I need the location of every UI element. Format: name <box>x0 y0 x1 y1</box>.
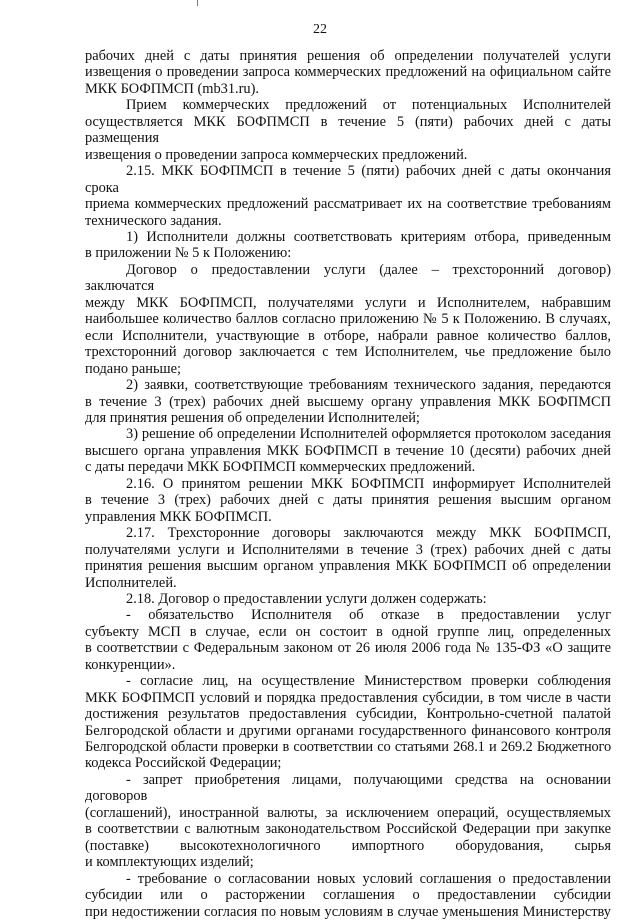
paragraph-line: принятия решения высшим органом управления МКК БОФПМСП об определении <box>85 558 611 575</box>
paragraph-first-line: Прием коммерческих предложений от потенциальных Исполнителей <box>126 97 611 114</box>
paragraph-line: в течение 3 (трех) рабочих дней с даты принятия решения высшим органом <box>85 492 611 509</box>
paragraph-line: между МКК БОФПМСП, получателями услуги и Исполнителем, набравшим <box>85 294 611 311</box>
paragraph-line: кодекса Российской Федерации; <box>85 755 282 772</box>
document-body <box>85 48 611 920</box>
paragraph-line: Белгородской области и другими органами государственного финансового контроля <box>85 722 611 739</box>
paragraph-line: получателями услуги и Исполнителями в течение 3 (трех) рабочих дней с даты <box>85 541 611 558</box>
paragraph-first-line: Договор о предоставлении услуги (далее – трехсторонний договор) заключатся <box>85 261 611 295</box>
paragraph-line: (поставке) высокотехнологичного импортного оборудования, сырья <box>85 837 611 854</box>
paragraph-line: для принятия решения об определении Исполнителей; <box>85 409 420 426</box>
paragraph-line: и комплектующих изделий; <box>85 854 254 871</box>
paragraph-line: подано раньше; <box>85 360 181 377</box>
paragraph-first-line: 2.15. МКК БОФПМСП в течение 5 (пяти) рабочих дней с даты окончания срока <box>85 163 611 196</box>
paragraph-line: достижения результатов предоставления субсидии, Контрольно-счетной палатой <box>85 706 611 723</box>
paragraph-line: МКК БОФПМСП условий и порядка предоставления субсидии, в том числе в части <box>85 689 611 706</box>
paragraph-line: приема коммерческих предложений рассматривает их на соответствие требованиям <box>85 196 611 213</box>
paragraph-line: конкуренции». <box>85 656 176 673</box>
paragraph-line: субъекту МСП в случае, если он состоит в одной группе лиц, определенных <box>85 623 611 640</box>
paragraph-first-line: 2.17. Трехсторонние договоры заключаются между МКК БОФПМСП, <box>126 525 611 542</box>
page-number: 22 <box>313 22 327 37</box>
paragraph-line: в соответствии с валютным законодательством Российской Федерации при закупке <box>85 821 611 838</box>
scan-mark <box>197 0 198 6</box>
paragraph-line: осуществляется МКК БОФПМСП в течение 5 (пяти) рабочих дней с даты размещения <box>85 113 611 147</box>
paragraph-first-line: - согласие лиц, на осуществление Министерством проверки соблюдения <box>126 673 611 690</box>
paragraph-line: при недостижении согласия по новым условиям в случае уменьшения Министерству <box>85 903 611 920</box>
paragraph-first-line: 2.18. Договор о предоставлении услуги должен содержать: <box>126 590 487 607</box>
paragraph-first-line: рабочих дней с даты принятия решения об определении получателей услуги <box>85 48 611 64</box>
paragraph-line: высшего органа управления МКК БОФПМСП в течение 10 (десяти) рабочих дней <box>85 442 611 459</box>
paragraph-line: (соглашений), иностранной валюты, за исключением операций, осуществляемых <box>85 804 611 821</box>
paragraph-first-line: - запрет приобретения лицами, получающими средства на основании договоров <box>85 771 611 805</box>
paragraph-line: субсидии или о расторжении соглашения о предоставлении субсидии <box>85 887 611 904</box>
paragraph-first-line: 1) Исполнители должны соответствовать критериям отбора, приведенным <box>126 228 611 245</box>
paragraph-line: с даты передачи МКК БОФПМСП коммерческих предложений. <box>85 459 476 476</box>
paragraph-line: наибольшее количество баллов согласно приложению № 5 к Положению. В случаях, <box>85 311 611 328</box>
paragraph-line: в течение 3 (трех) рабочих дней высшему органу управления МКК БОФПМСП <box>85 393 611 410</box>
paragraph-line: технического задания. <box>85 212 222 229</box>
paragraph-line: управления МКК БОФПМСП. <box>85 508 272 525</box>
paragraph-line: если Исполнители, участвующие в отборе, набрали равное количество баллов, <box>85 327 611 344</box>
paragraph-line: в соответствии с Федеральным законом от 26 июля 2006 года № 135-ФЗ «О защите <box>85 640 611 657</box>
paragraph-first-line: - обязательство Исполнителя об отказе в предоставлении услуг <box>126 607 611 624</box>
paragraph-line: Исполнителей. <box>85 574 177 591</box>
paragraph-first-line: 3) решение об определении Исполнителей оформляется протоколом заседания <box>126 426 611 443</box>
paragraph-line: извещения о проведении запроса коммерческих предложений. <box>85 146 468 163</box>
paragraph-line: МКК БОФПМСП (mb31.ru). <box>85 80 260 97</box>
paragraph-first-line: 2) заявки, соответствующие требованиям технического задания, передаются <box>126 377 611 394</box>
paragraph-line: Белгородской области проверки в соответствии со статьями 268.1 и 269.2 Бюджетного <box>85 739 611 756</box>
paragraph-first-line: 2.16. О принятом решении МКК БОФПМСП информирует Исполнителей <box>126 475 611 492</box>
paragraph-first-line: - требование о согласовании новых условий соглашения о предоставлении <box>126 870 611 887</box>
paragraph-line: в приложении № 5 к Положению: <box>85 245 292 262</box>
paragraph-line: извещения о проведении запроса коммерческих предложений на официальном сайте <box>85 64 611 81</box>
paragraph-line: трехсторонний договор заключается с тем Исполнителем, чье предложение было <box>85 344 611 361</box>
